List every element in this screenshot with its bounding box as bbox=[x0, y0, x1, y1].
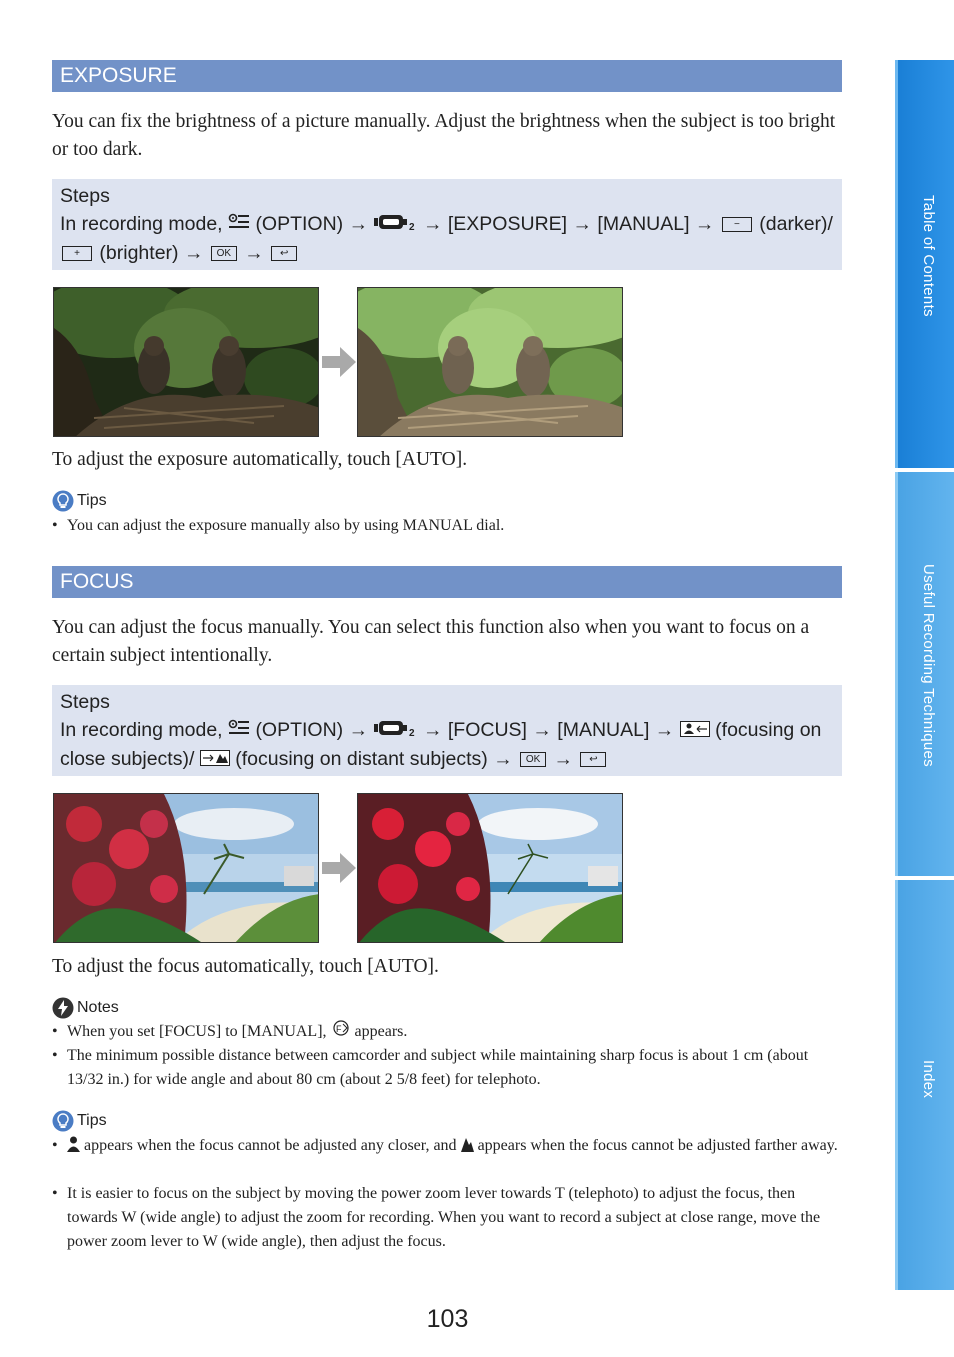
notes-label: Notes bbox=[77, 999, 119, 1016]
focus-steps-line1 bbox=[60, 716, 834, 745]
focus-tip-item: • It is easier to focus on the subject by moving the power zoom lever towards T (telephoto) to adjust the focus, then towards W (wide angle) to adjust the zoom for recording. When you want to record a subject at close range, move the power zoom lever to W (wide angle), then adjust the focus. bbox=[52, 1185, 821, 1250]
focus-notes-heading bbox=[52, 996, 119, 1020]
steps-text: In recording mode, bbox=[60, 213, 223, 235]
focus-steps-line2 bbox=[60, 745, 834, 774]
return-icon: ↩ bbox=[271, 246, 297, 261]
tab-label: Table of Contents bbox=[920, 195, 937, 317]
arrow-text: → bbox=[553, 747, 574, 770]
manual-focus-icon bbox=[331, 1020, 351, 1044]
exposure-steps-box bbox=[52, 179, 842, 270]
arrow-right-icon bbox=[322, 853, 356, 883]
option-icon bbox=[228, 717, 250, 745]
focus-near-icon bbox=[680, 717, 710, 745]
plus-icon: + bbox=[62, 246, 92, 261]
focus-before-photo bbox=[53, 793, 319, 943]
focus-section-title: FOCUS bbox=[52, 566, 842, 598]
tip-text: It is easier to focus on the subject by moving the power zoom lever towards T (telephoto) to adjust the focus, then towards W (wide angle) to adjust the zoom for recording. When you want to record a subject at close range, move the power zoom lever to W (wide angle), then adjust the focus. bbox=[67, 1185, 821, 1250]
exposure-section-title: EXPOSURE bbox=[52, 60, 842, 92]
arrow-text: → bbox=[244, 241, 264, 264]
tab-useful-recording-techniques[interactable] bbox=[895, 472, 954, 876]
return-icon: ↩ bbox=[580, 752, 606, 767]
tips-icon bbox=[52, 490, 74, 512]
focus-far-icon bbox=[200, 746, 230, 774]
tips-label: Tips bbox=[77, 1112, 107, 1129]
tab-label: Index bbox=[920, 1060, 937, 1099]
exposure-caption: To adjust the exposure automatically, touch [AUTO]. bbox=[52, 449, 468, 470]
exposure-intro: You can fix the brightness of a picture manually. Adjust the brightness when the subject is too bright or too dark. bbox=[52, 111, 836, 160]
focus-steps-box bbox=[52, 685, 842, 776]
steps-text: (focusing on distant subjects) → bbox=[235, 747, 513, 770]
ok-icon: OK bbox=[520, 752, 546, 767]
steps-text: → [FOCUS] → [MANUAL] → bbox=[422, 719, 675, 741]
tab-label: Useful Recording Techniques bbox=[920, 564, 937, 767]
tips-label: Tips bbox=[77, 492, 107, 509]
tab-table-of-contents[interactable] bbox=[895, 60, 954, 468]
near-limit-icon bbox=[67, 1136, 80, 1160]
focus-intro: You can adjust the focus manually. You can select this function also when you want to focus on a certain subject intentionally. bbox=[52, 617, 810, 666]
notes-icon bbox=[52, 997, 74, 1019]
note-text: The minimum possible distance between camcorder and subject while maintaining sharp focus is about 1 cm (about 13/32 in.) for wide angle and about 80 cm (about 2 5/8 feet) for telephoto. bbox=[67, 1047, 809, 1088]
exposure-steps-line1 bbox=[60, 210, 834, 239]
steps-label: Steps bbox=[60, 691, 110, 713]
steps-text: In recording mode, bbox=[60, 719, 223, 741]
exposure-before-photo bbox=[53, 287, 319, 437]
exposure-tip-item: • You can adjust the exposure manually also by using MANUAL dial. bbox=[52, 517, 505, 534]
focus-note-item: • When you set [FOCUS] to [MANUAL], F appears. bbox=[52, 1020, 842, 1044]
steps-text: (brighter) → bbox=[99, 241, 204, 264]
steps-text: (OPTION) → bbox=[255, 719, 369, 741]
steps-label: Steps bbox=[60, 185, 110, 207]
focus-after-photo bbox=[357, 793, 623, 943]
focus-tip-item: • appears when the focus cannot be adjusted any closer, and appears when the focus cannot be adjusted farther away. bbox=[52, 1134, 842, 1160]
far-limit-icon bbox=[461, 1136, 474, 1160]
svg-text:2: 2 bbox=[408, 221, 415, 231]
svg-text:F: F bbox=[335, 1024, 342, 1035]
svg-text:2: 2 bbox=[408, 727, 415, 737]
camera-tab-icon bbox=[374, 211, 418, 239]
focus-caption: To adjust the focus automatically, touch [AUTO]. bbox=[52, 956, 439, 977]
steps-text: close subjects)/ bbox=[60, 747, 195, 770]
steps-text: → [EXPOSURE] → [MANUAL] → bbox=[422, 213, 715, 235]
minus-icon: − bbox=[722, 217, 752, 232]
steps-text: (darker)/ bbox=[759, 213, 833, 235]
option-icon bbox=[228, 211, 250, 239]
note-text: When you set [FOCUS] to [MANUAL], bbox=[67, 1023, 327, 1040]
tips-icon bbox=[52, 1110, 74, 1132]
exposure-tips-heading bbox=[52, 489, 107, 513]
steps-text: (focusing on bbox=[715, 719, 822, 741]
exposure-steps-line2 bbox=[60, 239, 834, 267]
camera-tab-icon bbox=[374, 717, 418, 745]
focus-tips-heading bbox=[52, 1109, 107, 1133]
arrow-right-icon bbox=[322, 347, 356, 377]
focus-note-item: • The minimum possible distance between camcorder and subject while maintaining sharp focus is about 1 cm (about 13/32 in.) for wide angle and about 80 cm (about 2 5/8 feet) for telephoto. bbox=[52, 1047, 809, 1088]
note-text: appears. bbox=[354, 1023, 408, 1040]
page-number: 103 bbox=[426, 1305, 469, 1333]
steps-text: (OPTION) → bbox=[255, 213, 369, 235]
ok-icon: OK bbox=[211, 246, 237, 261]
exposure-after-photo bbox=[357, 287, 623, 437]
tip-text: You can adjust the exposure manually also by using MANUAL dial. bbox=[67, 517, 505, 534]
tip-text: appears when the focus cannot be adjusted any closer, and bbox=[84, 1137, 457, 1154]
tip-text: appears when the focus cannot be adjusted farther away. bbox=[477, 1137, 838, 1154]
tab-index[interactable] bbox=[895, 880, 954, 1290]
